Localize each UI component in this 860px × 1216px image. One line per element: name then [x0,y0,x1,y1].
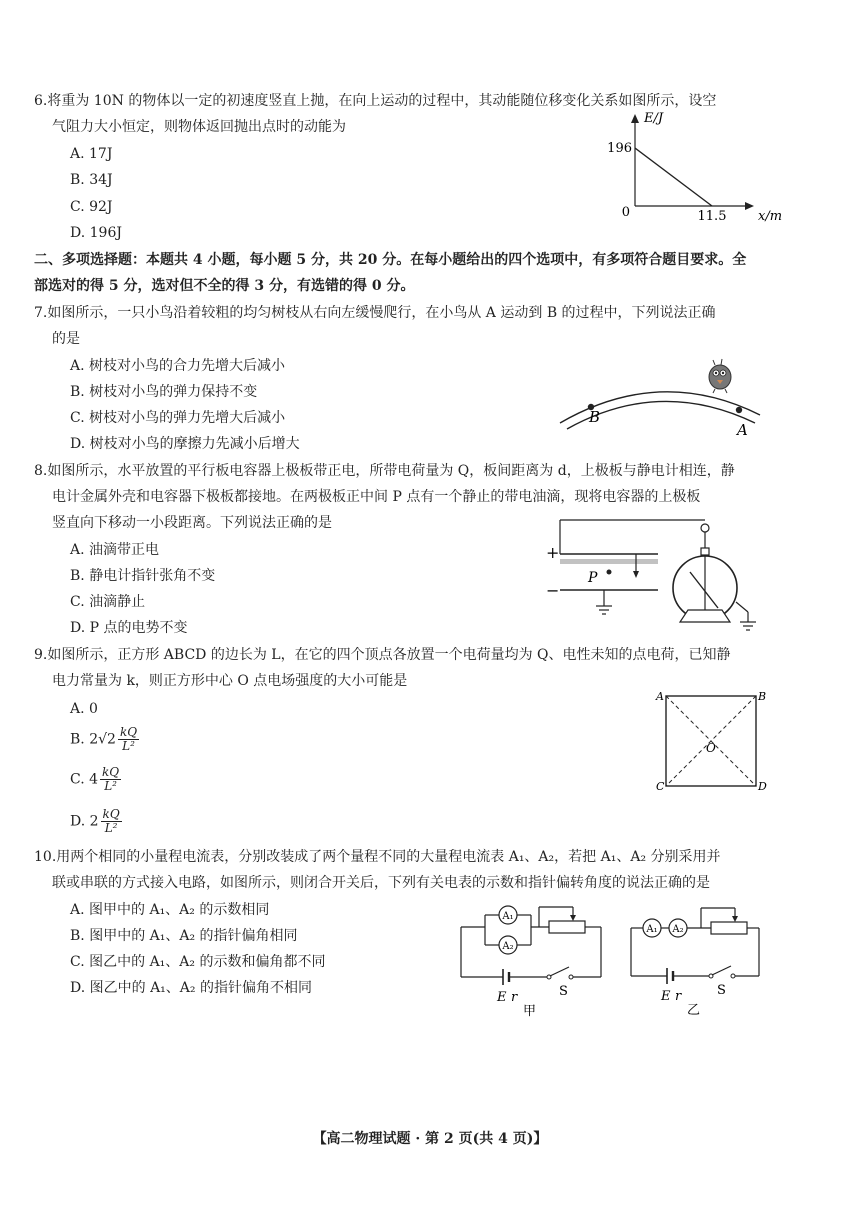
fraction-denominator: L² [104,779,117,793]
q6-energy-graph [600,108,783,228]
label-e-jia: E [497,990,507,1005]
q9-option-d-fraction [101,808,122,835]
q9-stem-line2: 电力常量为 k，则正方形中心 O 点电场强度的大小可能是 [52,673,408,689]
vertex-a-label: A [656,690,664,703]
fraction-denominator: L² [122,739,135,753]
q6-option-a: A. 17J [70,146,113,162]
q7-option-d: D. 树枝对小鸟的摩擦力先减小后增大 [70,436,300,452]
switch-jia [550,967,569,976]
q9-option-a: A. 0 [70,701,98,717]
caption-yi: 乙 [687,1003,701,1018]
meter-a1-yi-label: A₁ [646,924,658,935]
upper-plate-shadow [560,559,658,564]
q8-capacitor-figure [540,510,780,640]
page-footer: 【高二物理试题 · 第 2 页(共 4 页)】 [312,1131,548,1147]
fraction-numerator: kQ [102,765,120,779]
q9-option-d [70,808,124,835]
q6-y-value: 196 [607,141,632,156]
q6-x-axis-label: x/m [758,209,783,224]
circuit-jia [455,895,615,1020]
q9-option-c [70,766,123,793]
q6-origin: 0 [621,205,630,220]
q8-stem-line3: 竖直向下移动一小段距离。下列说法正确的是 [52,515,332,531]
q9-option-c-prefix: C. 4 [70,771,99,788]
point-b-label: B [589,408,601,426]
rheostat-jia [549,921,585,933]
q10-option-b: B. 图甲中的 A₁、A₂ 的指针偏角相同 [70,928,298,944]
switch-yi [712,966,731,975]
q10-stem-line1: 10.用两个相同的小量程电流表，分别改装成了两个量程不同的大量程电流表 A₁、A₂，若把 A₁、A₂ 分别采用并 [34,849,721,865]
q9-square-figure [650,688,770,798]
q6-energy-line [635,148,712,206]
q9-option-b [70,726,141,753]
label-s-jia: S [559,984,568,999]
q6-stem-line2: 气阻力大小恒定，则物体返回抛出点时的动能为 [52,119,346,135]
q7-option-c: C. 树枝对小鸟的弹力先增大后减小 [70,410,286,426]
q7-branch-figure [555,355,770,445]
q6-x-value: 11.5 [697,209,727,224]
q8-option-d: D. P 点的电势不变 [70,620,188,636]
q7-stem-line1: 7.如图所示，一只小鸟沿着较粗的均匀树枝从右向左缓慢爬行，在小鸟从 A 运动到 B 的过程中，下列说法正确 [34,305,716,321]
q8-option-b: B. 静电计指针张角不变 [70,568,216,584]
label-r-yi: r [675,989,682,1004]
rheostat-yi [711,922,747,934]
q7-option-b: B. 树枝对小鸟的弹力保持不变 [70,384,258,400]
meter-a1-jia-label: A₁ [502,911,514,922]
label-e-yi: E [661,989,671,1004]
fraction-numerator: kQ [119,725,138,739]
q8-stem-line2: 电计金属外壳和电容器下极板都接地。在两极板正中间 P 点有一个静止的带电油滴，现将电容器的上极板 [52,489,701,505]
q6-stem-line1: 6.将重为 10N 的物体以一定的初速度竖直上抛，在向上运动的过程中，其动能随位移变化关系如图所示，设空 [34,93,717,109]
q6-option-d: D. 196J [70,225,122,241]
bird-icon [709,359,731,393]
q9-stem-line1: 9.如图所示，正方形 ABCD 的边长为 L，在它的四个顶点各放置一个电荷量均为 Q、电性未知的点电荷，已知静 [34,647,731,663]
q9-option-d-prefix: D. 2 [70,813,99,830]
q6-option-b: B. 34J [70,172,113,188]
section2-heading-line1: 二、多项选择题：本题共 4 小题，每小题 5 分，共 20 分。在每小题给出的四个选项中，有多项符合题目要求。全 [34,252,747,268]
vertex-b-label: B [758,690,767,703]
center-o-label: O [706,741,716,755]
circuit-yi [625,900,770,1020]
fraction-numerator: kQ [102,807,120,821]
point-p-label: P [588,570,598,586]
caption-jia: 甲 [523,1004,537,1019]
q7-option-a: A. 树枝对小鸟的合力先增大后减小 [70,358,286,374]
plus-sign: + [546,543,560,562]
q10-option-c: C. 图乙中的 A₁、A₂ 的示数和偏角都不同 [70,954,326,970]
q6-y-axis-label: E/J [644,111,664,126]
q10-option-a: A. 图甲中的 A₁、A₂ 的示数相同 [70,902,270,918]
minus-sign: − [546,581,560,600]
electroscope-base [680,610,730,622]
q6-option-c: C. 92J [70,199,113,215]
fraction-denominator: L² [104,821,118,835]
q8-option-a: A. 油滴带正电 [70,542,160,558]
q10-stem-line2: 联或串联的方式接入电路，如图所示，则闭合开关后，下列有关电表的示数和指针偏转角度的说法正确的是 [52,875,710,891]
q7-stem-line2: 的是 [52,331,80,347]
oil-drop [607,570,612,575]
point-a-label: A [737,421,748,439]
q10-option-d: D. 图乙中的 A₁、A₂ 的指针偏角不相同 [70,980,312,996]
label-s-yi: S [717,983,726,998]
q8-option-c: C. 油滴静止 [70,594,146,610]
q8-stem-line1: 8.如图所示，水平放置的平行板电容器上极板带正电，所带电荷量为 Q，板间距离为 d，上极板与静电计相连，静 [34,463,735,479]
q9-option-b-prefix: B. 2√2 [70,731,116,748]
q9-option-c-fraction [100,766,121,793]
meter-a2-jia-label: A₂ [502,941,514,952]
vertex-c-label: C [656,780,665,793]
vertex-d-label: D [758,780,767,793]
q9-option-b-fraction [118,726,139,753]
section2-heading-line2: 部选对的得 5 分，选对但不全的得 3 分，有选错的得 0 分。 [34,278,415,294]
label-r-jia: r [511,990,518,1005]
point-a-dot [736,407,742,413]
meter-a2-yi-label: A₂ [672,924,684,935]
